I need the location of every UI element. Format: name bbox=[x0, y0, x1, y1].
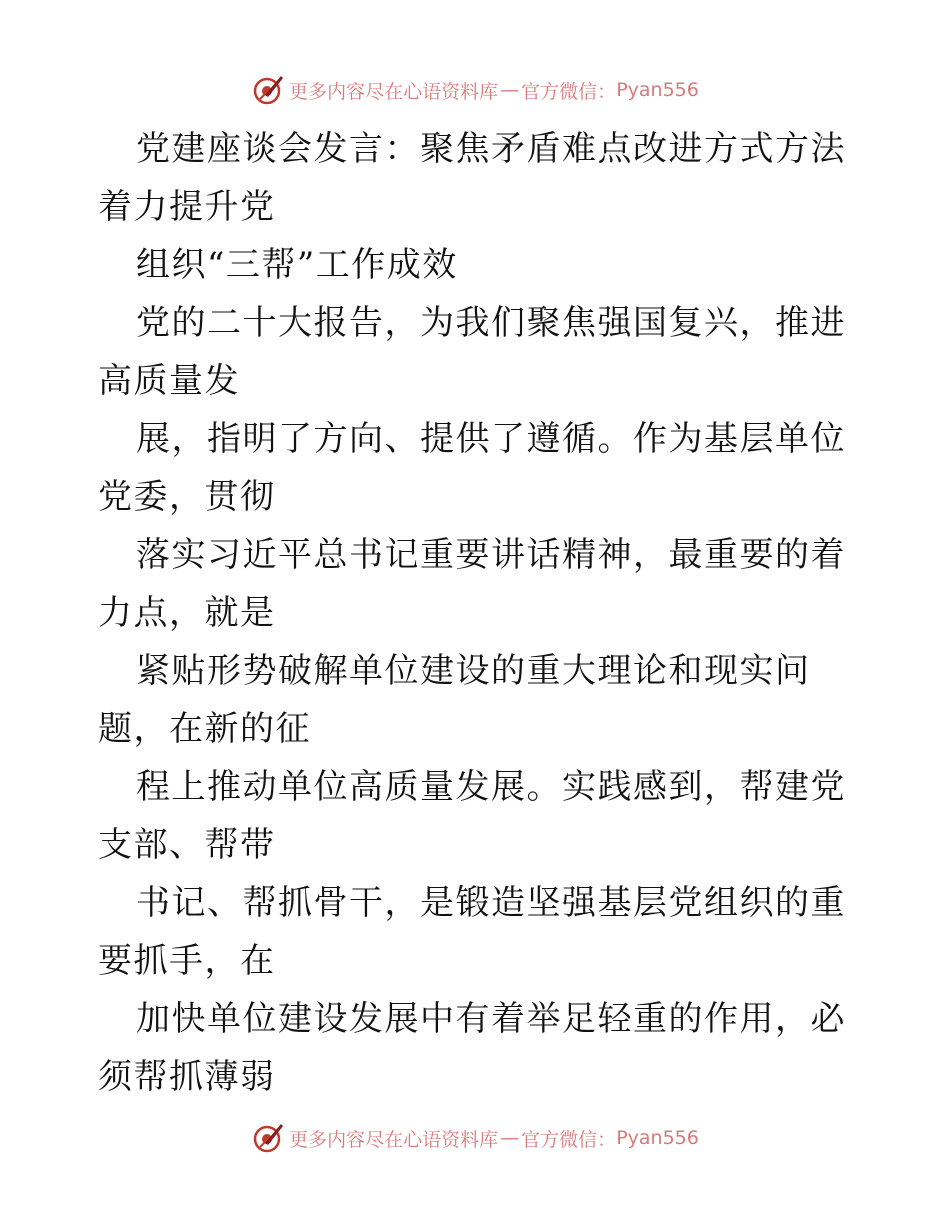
paragraph: 落实习近平总书记重要讲话精神，最重要的着力点，就是 bbox=[98, 535, 846, 633]
banner-wechat-label: 官方微信： bbox=[521, 1128, 617, 1151]
paragraph: 党的二十大报告，为我们聚焦强国复兴，推进高质量发 bbox=[98, 303, 846, 401]
banner-separator: — bbox=[500, 79, 520, 101]
banner-site-name: 更多内容尽在心语资料库 bbox=[289, 80, 499, 103]
document-body bbox=[98, 120, 858, 1106]
banner-separator: — bbox=[500, 1127, 520, 1149]
banner-wechat-id: Pyan556 bbox=[616, 79, 699, 101]
quill-logo-icon bbox=[251, 1121, 285, 1155]
banner-site-name: 更多内容尽在心语资料库 bbox=[289, 1128, 499, 1151]
header-banner bbox=[0, 70, 950, 110]
paragraph: 程上推动单位高质量发展。实践感到，帮建党支部、帮带 bbox=[98, 767, 846, 865]
paragraph: 紧贴形势破解单位建设的重大理论和现实问题，在新的征 bbox=[98, 651, 811, 749]
paragraph-title-cont: 组织“三帮”工作成效 bbox=[136, 245, 458, 285]
banner-wechat-label: 官方微信： bbox=[521, 80, 617, 103]
paragraph: 展，指明了方向、提供了遵循。作为基层单位党委，贯彻 bbox=[98, 419, 846, 517]
footer-banner bbox=[0, 1118, 950, 1158]
paragraph: 书记、帮抓骨干，是锻造坚强基层党组织的重要抓手，在 bbox=[98, 883, 846, 981]
quill-logo-icon bbox=[251, 73, 285, 107]
banner-wechat-id: Pyan556 bbox=[616, 1127, 699, 1149]
paragraph: 加快单位建设发展中有着举足轻重的作用，必须帮抓薄弱 bbox=[98, 999, 846, 1097]
paragraph-title: 党建座谈会发言：聚焦矛盾难点改进方式方法着力提升党 bbox=[98, 129, 846, 227]
